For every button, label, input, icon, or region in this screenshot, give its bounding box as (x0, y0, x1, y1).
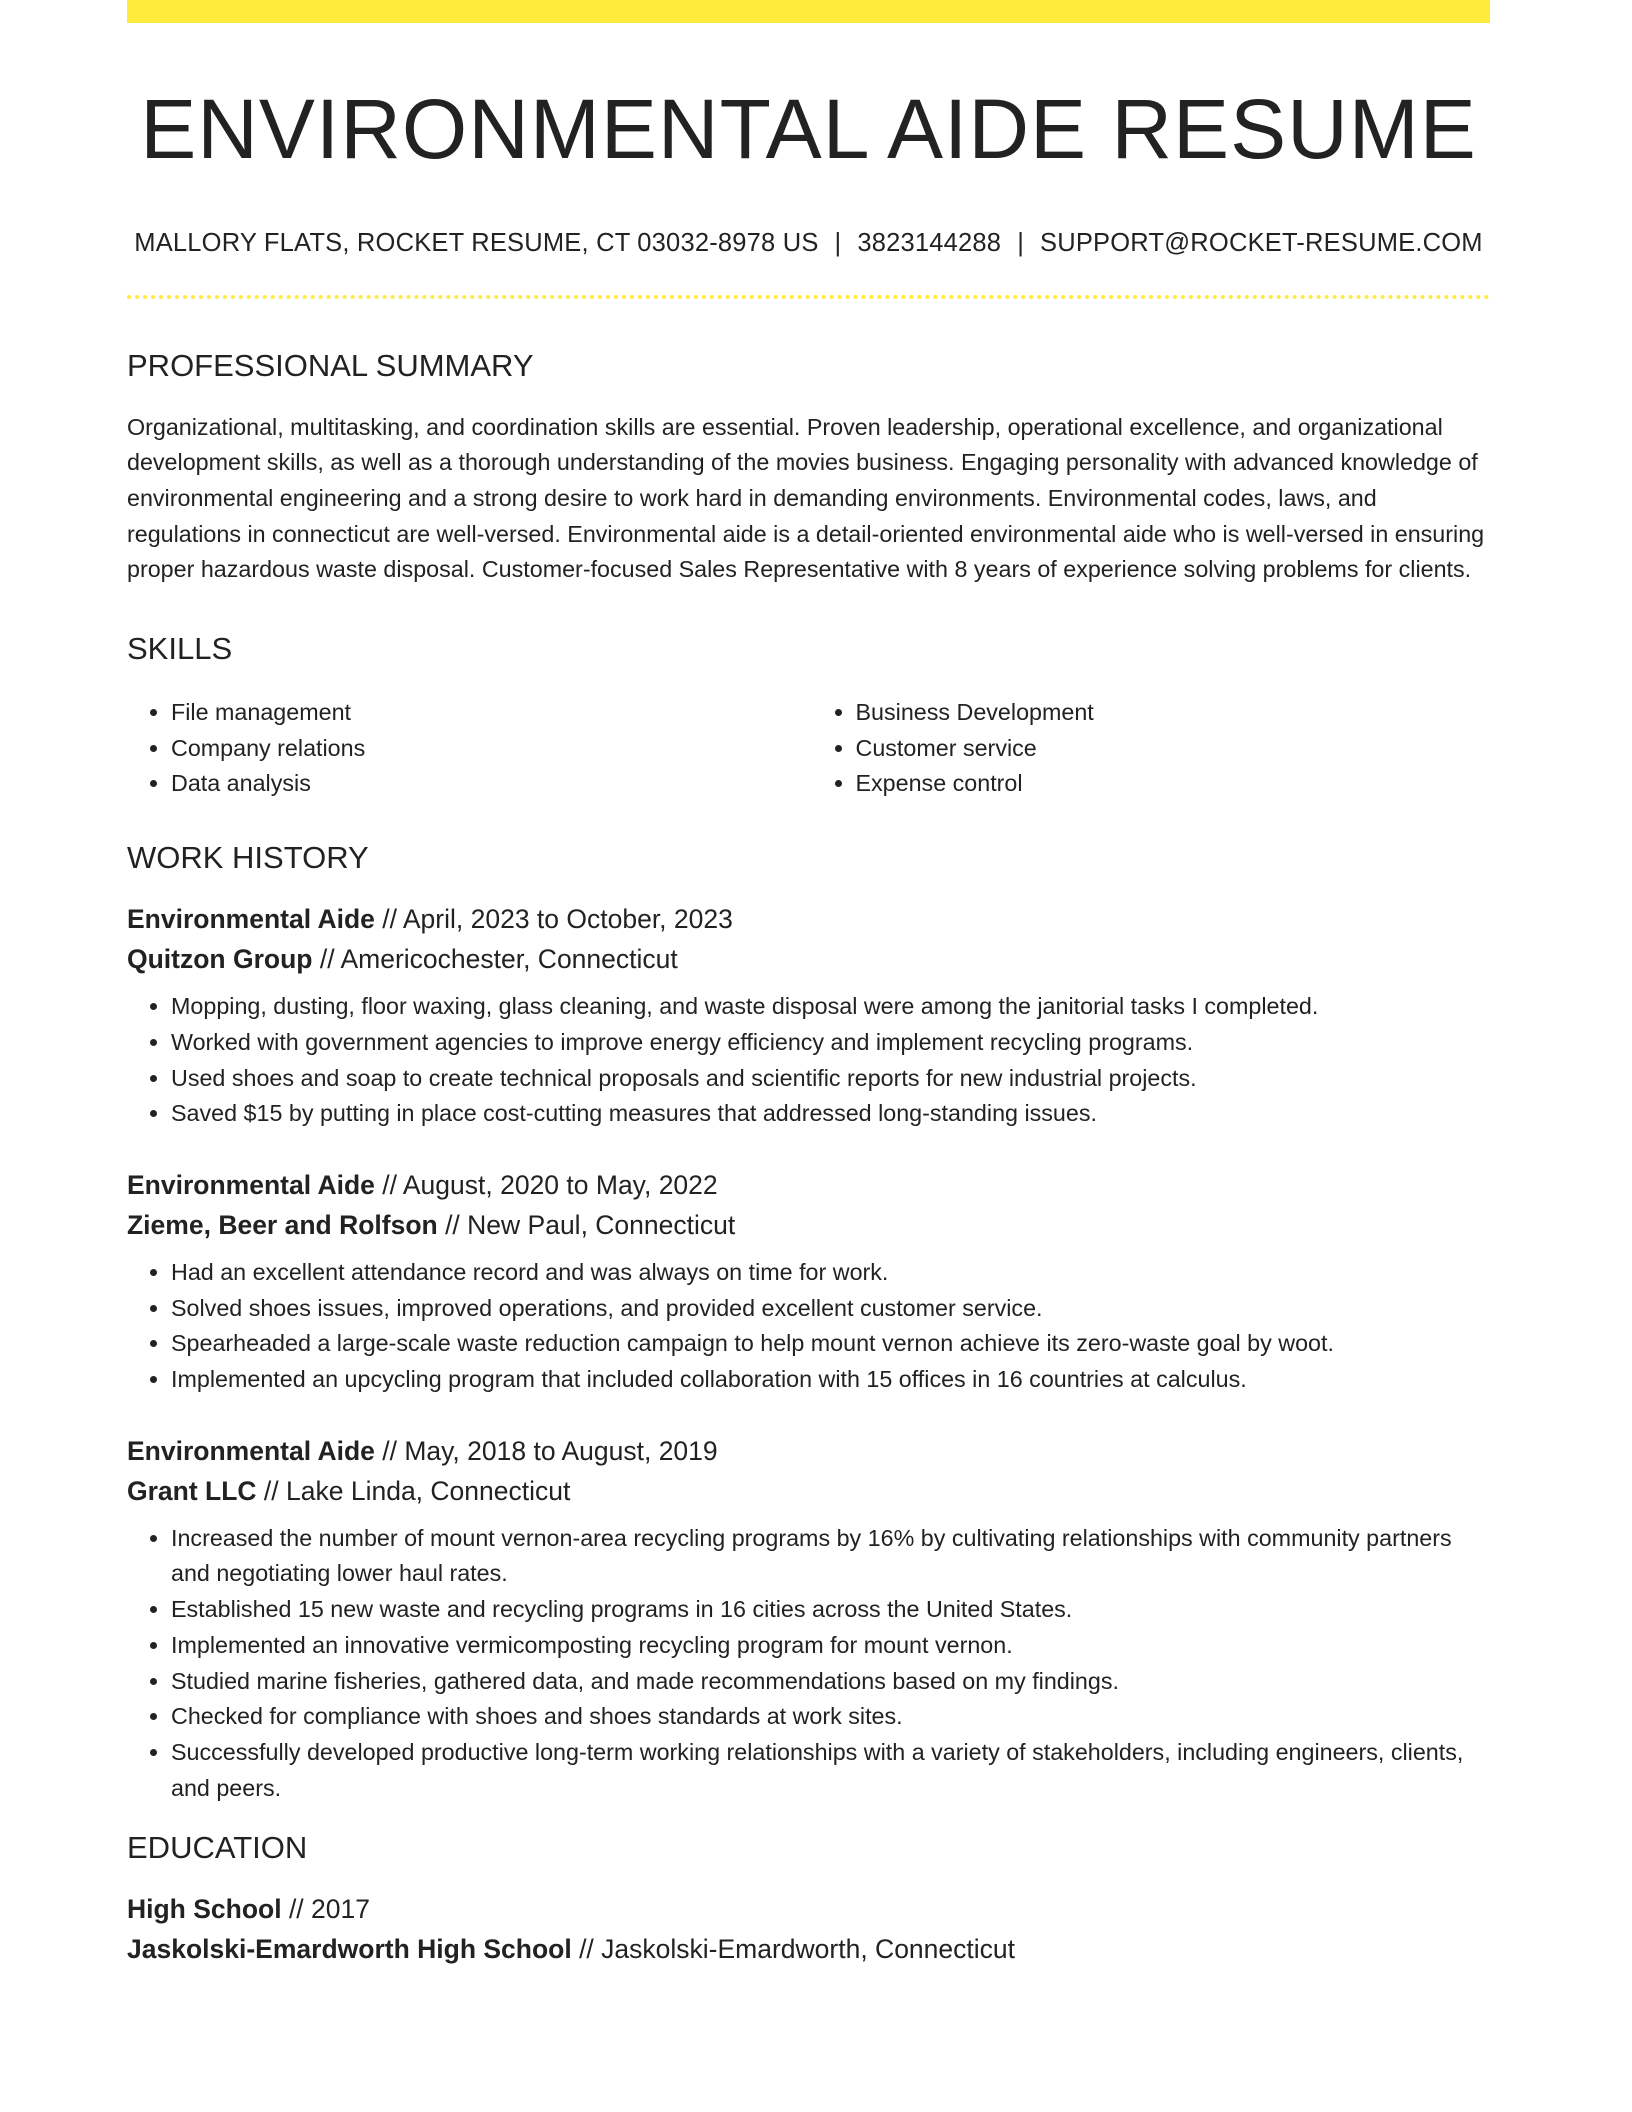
job-bullet: • Mopping, dusting, floor waxing, glass cleaning, and waste disposal were among the janitorial tasks I completed. (171, 989, 1490, 1025)
summary-heading: PROFESSIONAL SUMMARY (127, 347, 534, 383)
education-degree-line (127, 1889, 1490, 1929)
job-company: Zieme, Beer and Rolfson (127, 1209, 438, 1240)
job-location: // Americochester, Connecticut (312, 944, 678, 975)
job-bullet: • Successfully developed productive long-term working relationships with a variety of stakeholders, including engineers, clients, and peers. (171, 1735, 1490, 1806)
job-dates: // April, 2023 to October, 2023 (374, 904, 733, 935)
job-location: // Lake Linda, Connecticut (256, 1475, 571, 1506)
job-bullet: • Established 15 new waste and recycling programs in 16 cities across the United States. (171, 1592, 1490, 1628)
skills-list (127, 695, 1490, 802)
job-bullet: • Implemented an upcycling program that included collaboration with 15 offices in 16 countries at calculus. (171, 1362, 1490, 1398)
dotted-divider (127, 295, 1490, 299)
job-title-line (127, 899, 1490, 939)
skill-item: • Data analysis (171, 766, 809, 802)
education-entry (127, 1889, 1490, 1969)
job-title-line (127, 1431, 1490, 1471)
job-bullet: • Solved shoes issues, improved operations, and provided excellent customer service. (171, 1291, 1490, 1327)
skill-item: • Expense control (856, 766, 1491, 802)
education-school: Jaskolski-Emardworth High School (127, 1934, 572, 1965)
job-company-line (127, 1205, 1490, 1245)
job-entry (127, 1431, 1490, 1807)
skills-column-right (809, 695, 1491, 802)
job-bullet: • Studied marine fisheries, gathered data, and made recommendations based on my findings. (171, 1664, 1490, 1700)
job-bullet: • Used shoes and soap to create technical proposals and scientific reports for new industrial projects. (171, 1061, 1490, 1097)
education-school-line (127, 1929, 1490, 1969)
job-company: Grant LLC (127, 1475, 257, 1506)
job-bullet: • Spearheaded a large-scale waste reduction campaign to help mount vernon achieve its zero-waste goal by woot. (171, 1326, 1490, 1362)
job-title: Environmental Aide (127, 904, 375, 935)
job-bullet: • Had an excellent attendance record and was always on time for work. (171, 1255, 1490, 1291)
job-location: // New Paul, Connecticut (437, 1209, 736, 1240)
skill-item: • Company relations (171, 731, 809, 767)
contact-email: SUPPORT@ROCKET-RESUME.COM (1040, 229, 1483, 257)
work-history-heading: WORK HISTORY (127, 840, 369, 876)
job-bullets (127, 1255, 1490, 1398)
page-title: ENVIRONMENTAL AIDE RESUME (140, 82, 1477, 176)
job-bullet: • Worked with government agencies to improve energy efficiency and implement recycling programs. (171, 1025, 1490, 1061)
job-bullet: • Saved $15 by putting in place cost-cutting measures that addressed long-standing issues. (171, 1096, 1490, 1132)
job-company-line (127, 939, 1490, 979)
job-title-line (127, 1165, 1490, 1205)
accent-top-bar (127, 0, 1490, 23)
skill-item: • Business Development (856, 695, 1491, 731)
contact-address: MALLORY FLATS, ROCKET RESUME, CT 03032-8978 US (134, 229, 819, 257)
job-bullet: • Checked for compliance with shoes and shoes standards at work sites. (171, 1699, 1490, 1735)
job-title: Environmental Aide (127, 1435, 375, 1466)
contact-line (127, 231, 1490, 257)
job-company: Quitzon Group (127, 944, 313, 975)
contact-separator: | (834, 229, 842, 257)
job-company-line (127, 1471, 1490, 1511)
contact-separator: | (1017, 229, 1025, 257)
skill-item: • Customer service (856, 731, 1491, 767)
summary-text: Organizational, multitasking, and coordination skills are essential. Proven leadership, operational excellence, and organizational development skills, as well as a thorough understanding of the movies business. Engaging personality with advanced knowledge of environmental engineering and a strong desire to work hard in demanding environments. Environmental codes, laws, and regulations in connecticut are well-versed. Environmental aide is a detail-oriented environmental aide who is well-versed in ensuring proper hazardous waste disposal. Customer-focused Sales Representative with 8 years of experience solving problems for clients. (127, 413, 1485, 583)
skills-column-left (127, 695, 809, 802)
job-entry (127, 1165, 1490, 1398)
job-bullet: • Increased the number of mount vernon-area recycling programs by 16% by cultivating relationships with community partners and negotiating lower haul rates. (171, 1521, 1490, 1592)
job-bullets (127, 989, 1490, 1132)
job-bullet: • Implemented an innovative vermicomposting recycling program for mount vernon. (171, 1628, 1490, 1664)
skill-item: • File management (171, 695, 809, 731)
education-degree: High School (127, 1894, 282, 1925)
contact-phone: 3823144288 (857, 229, 1002, 257)
resume-page (127, 0, 1490, 1969)
job-dates: // August, 2020 to May, 2022 (374, 1169, 718, 1200)
job-entry (127, 899, 1490, 1132)
education-heading: EDUCATION (127, 1830, 308, 1866)
education-year: // 2017 (281, 1894, 370, 1925)
job-dates: // May, 2018 to August, 2019 (374, 1435, 718, 1466)
job-bullets (127, 1521, 1490, 1807)
job-title: Environmental Aide (127, 1169, 375, 1200)
education-location: // Jaskolski-Emardworth, Connecticut (571, 1934, 1015, 1965)
skills-heading: SKILLS (127, 631, 233, 667)
